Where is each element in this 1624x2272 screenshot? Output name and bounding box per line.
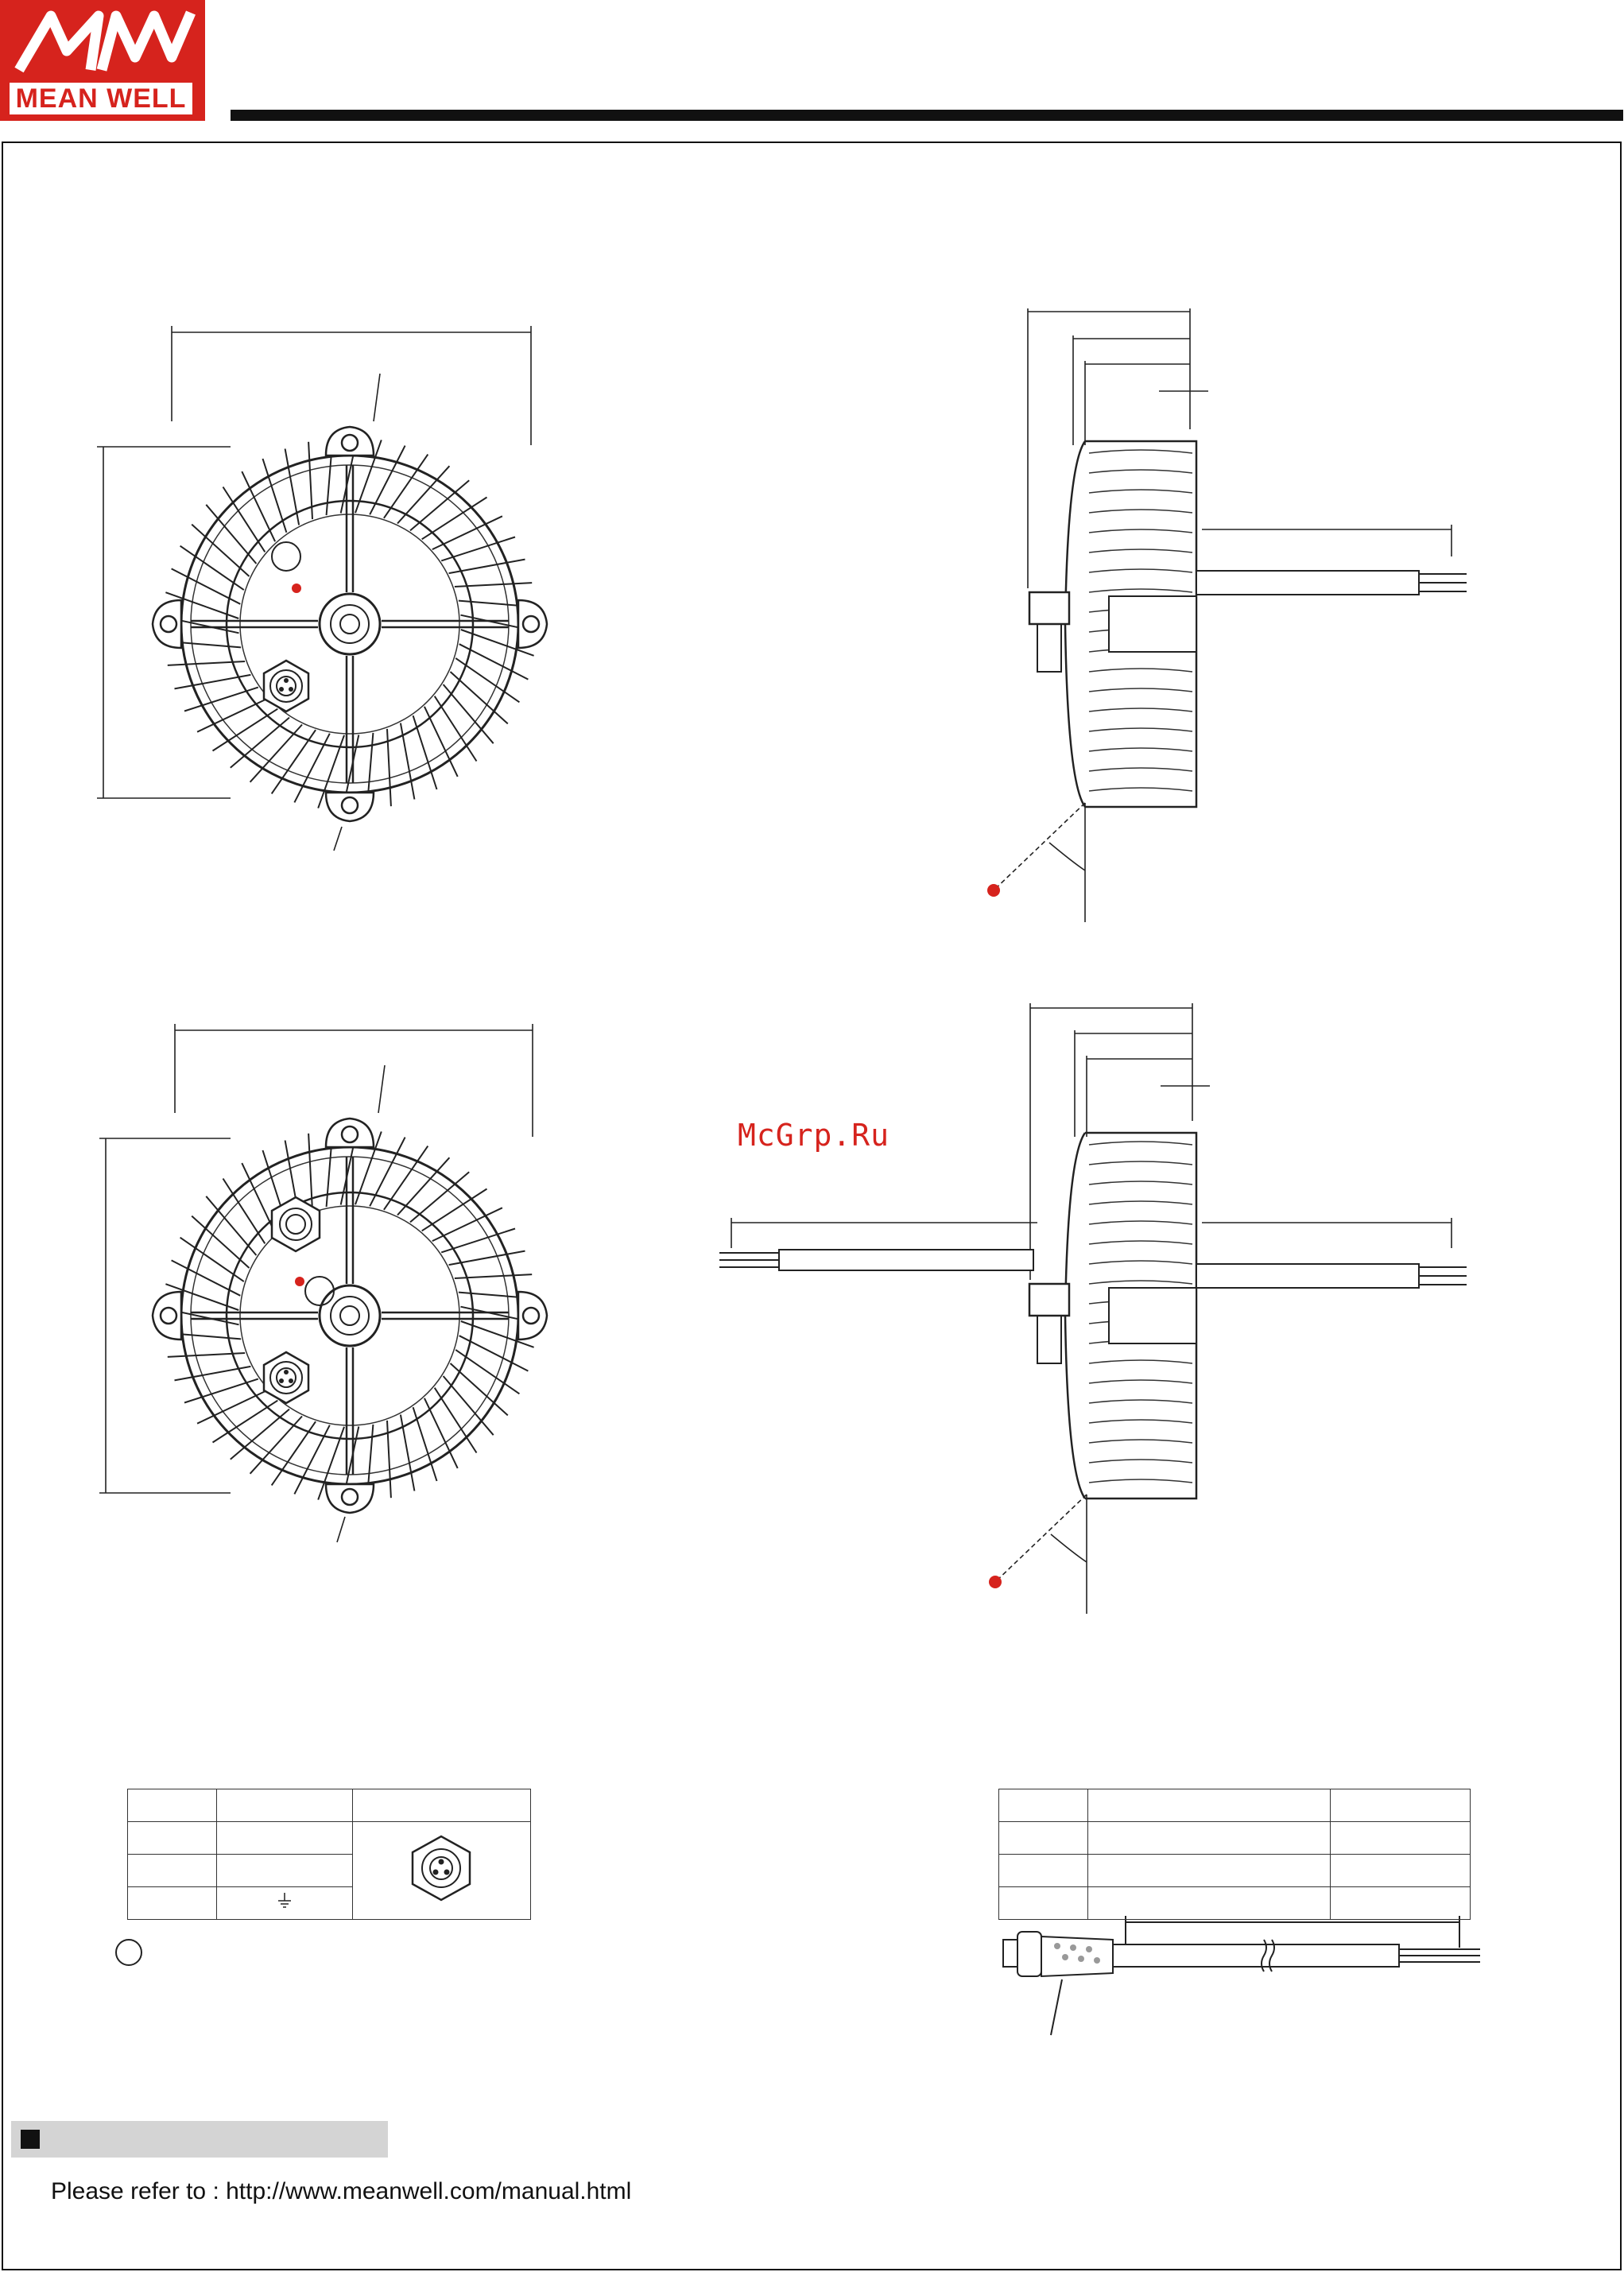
watermark-text: McGrp.Ru xyxy=(738,1118,890,1153)
ground-icon xyxy=(275,1891,294,1910)
section-header-bar xyxy=(11,2121,388,2158)
pin-table-right xyxy=(998,1789,1471,1920)
refer-prefix: Please refer to : xyxy=(51,2178,227,2204)
logo-wordmark: MEAN WELL xyxy=(10,83,192,114)
pin-table-left xyxy=(127,1789,531,1920)
manual-link[interactable]: http://www.meanwell.com/manual.html xyxy=(226,2178,632,2204)
marker-dot xyxy=(987,884,1000,897)
section-bullet-icon xyxy=(21,2130,40,2149)
manual-reference xyxy=(51,2178,631,2205)
connector-pinout-icon xyxy=(401,1832,481,1904)
